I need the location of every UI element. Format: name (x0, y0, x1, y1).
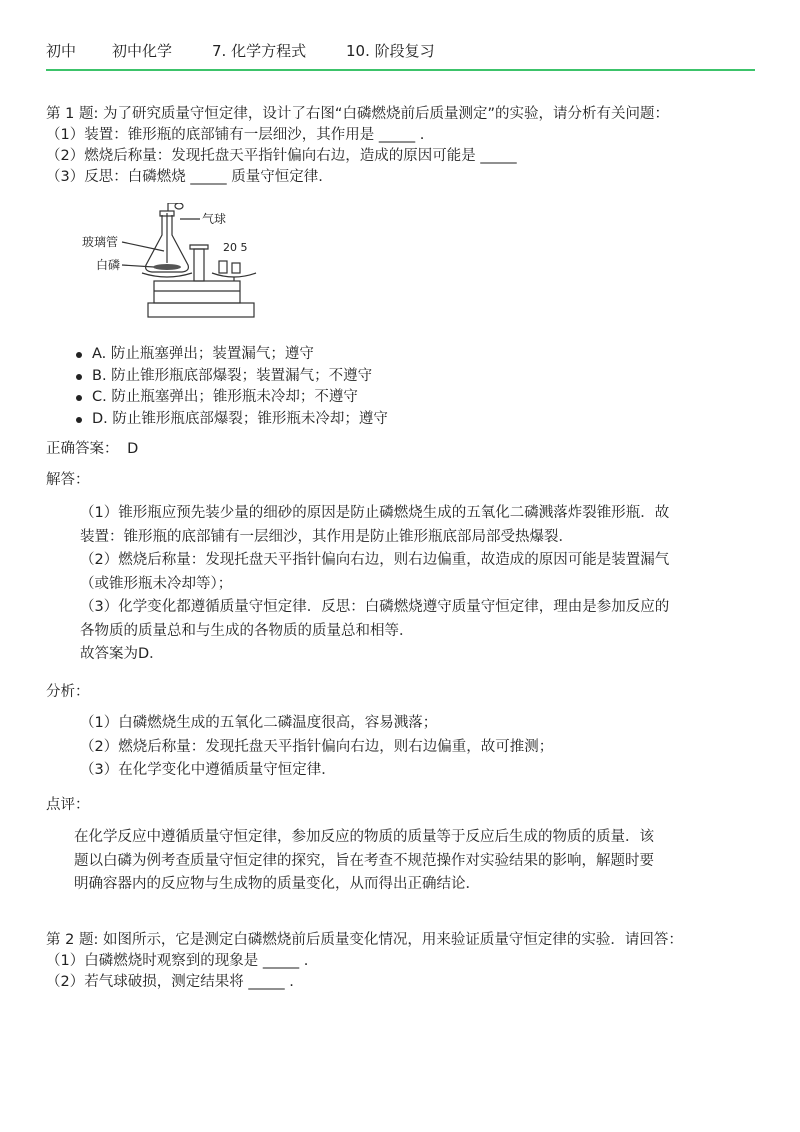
question-2-part-2: （2）若气球破损，测定结果将 _____ . (46, 974, 294, 990)
question-2-part-1: （1）白磷燃烧时观察到的现象是 _____ . (46, 953, 309, 969)
label-balloon: 气球 (202, 212, 227, 226)
option-d-text: D. 防止锥形瓶底部爆裂；锥形瓶未冷却；遵守 (92, 410, 388, 427)
bullet-icon (76, 374, 82, 380)
comment-line: 明确容器内的反应物与生成物的质量变化，从而得出正确结论． (74, 876, 480, 892)
bullet-icon (76, 352, 82, 358)
bullet-icon (76, 395, 82, 401)
comment-label: 点评： (46, 797, 90, 813)
option-c-text: C. 防止瓶塞弹出；锥形瓶未冷却；不遵守 (92, 389, 358, 405)
solution-line: （3）化学变化都遵循质量守恒定律．反思：白磷燃烧遵守质量守恒定律，理由是参加反应的 (80, 599, 670, 615)
comment-line: 题以白磷为例考查质量守恒定律的探究，旨在考查不规范操作对实验结果的影响，解题时要 (74, 852, 654, 869)
analysis-line: （3）在化学变化中遵循质量守恒定律． (80, 762, 336, 778)
bullet-icon (76, 417, 82, 423)
question-1-part-3: （3）反思：白磷燃烧 _____ 质量守恒定律. (46, 169, 323, 185)
header-divider (46, 69, 755, 71)
analysis-body (80, 712, 750, 783)
comment-body (74, 826, 750, 897)
label-weights: 20 5 (223, 241, 248, 254)
apparatus-diagram (82, 203, 282, 323)
label-glass-tube: 玻璃管 (82, 235, 119, 249)
breadcrumb-item-chapter[interactable]: 7. 化学方程式 (212, 42, 307, 60)
option-d[interactable] (76, 409, 388, 431)
analysis-line: （2）燃烧后称量：发现托盘天平指针偏向右边，则右边偏重，故可推测； (80, 738, 554, 755)
solution-line: 故答案为D． (80, 646, 164, 662)
question-2-stem (46, 930, 760, 993)
option-a[interactable] (76, 344, 388, 366)
solution-label: 解答： (46, 472, 90, 488)
correct-answer-value: D (127, 441, 139, 457)
question-1-part-1: （1）装置：锥形瓶的底部铺有一层细沙，其作用是 _____ . (46, 127, 425, 143)
solution-line: （1）锥形瓶应预先装少量的细砂的原因是防止磷燃烧生成的五氧化二磷溅落炸裂锥形瓶．故 (80, 505, 670, 521)
breadcrumb-item-level[interactable]: 初中 (46, 42, 77, 60)
breadcrumb (46, 40, 435, 61)
breadcrumb-item-section[interactable]: 10. 阶段复习 (346, 42, 435, 60)
label-white-phosphorus: 白磷 (96, 258, 121, 272)
option-c[interactable] (76, 387, 388, 409)
correct-answer-row (46, 439, 760, 460)
analysis-line: （1）白磷燃烧生成的五氧化二磷温度很高，容易溅落； (80, 715, 438, 731)
comment-line: 在化学反应中遵循质量守恒定律，参加反应的物质的质量等于反应后生成的物质的质量．该 (74, 829, 654, 845)
solution-line: （2）燃烧后称量：发现托盘天平指针偏向右边，则右边偏重，故造成的原因可能是装置漏气 (80, 552, 670, 568)
option-b[interactable] (76, 366, 388, 388)
option-b-text: B. 防止锥形瓶底部爆裂；装置漏气；不遵守 (92, 367, 373, 384)
answer-options (76, 344, 388, 430)
solution-body (70, 502, 750, 667)
analysis-label: 分析： (46, 684, 90, 700)
question-2-title: 第 2 题: 如图所示，它是测定白磷燃烧前后质量变化情况，用来验证质量守恒定律的实验．请回答： (46, 932, 683, 948)
correct-answer-label: 正确答案： (46, 441, 119, 457)
solution-line: （或锥形瓶未冷却等）； (80, 575, 233, 592)
solution-line: 各物质的质量总和与生成的各物质的质量总和相等． (80, 622, 414, 639)
option-a-text: A. 防止瓶塞弹出；装置漏气；遵守 (92, 346, 314, 362)
question-1-title: 第 1 题: 为了研究质量守恒定律，设计了右图“白磷燃烧前后质量测定”的实验，请分析有关问题： (46, 106, 669, 122)
solution-line: 装置：锥形瓶的底部铺有一层细沙，其作用是防止锥形瓶底部局部受热爆裂． (80, 528, 573, 545)
question-1-part-2: （2）燃烧后称量：发现托盘天平指针偏向右边，造成的原因可能是 _____ (46, 148, 517, 164)
breadcrumb-item-subject[interactable]: 初中化学 (112, 42, 173, 60)
question-1-stem (46, 104, 760, 188)
apparatus-figure (82, 203, 282, 323)
